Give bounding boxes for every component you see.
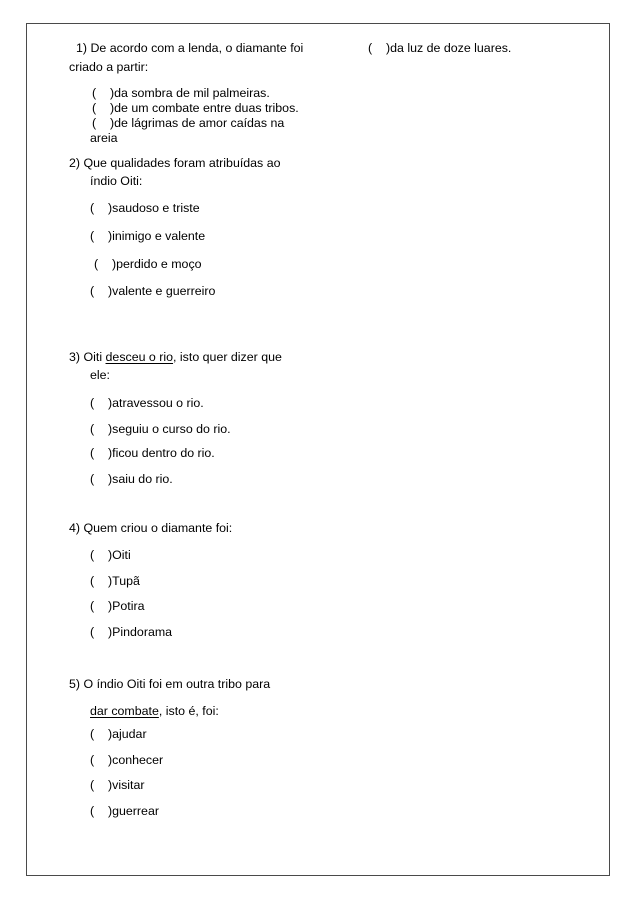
checkbox-paren[interactable]: ( [92, 101, 97, 115]
q2-option-1[interactable]: ( )saudoso e triste [90, 201, 200, 215]
q4-option-4[interactable]: ( )Pindorama [90, 625, 173, 639]
checkbox-paren[interactable]: ( [90, 229, 95, 243]
checkbox-paren[interactable]: ( [90, 778, 95, 792]
checkbox-paren[interactable]: ( [90, 446, 95, 460]
question-5-line-1: 5) O índio Oiti foi em outra tribo para [69, 677, 271, 691]
q5-option-3[interactable]: ( )visitar [90, 778, 145, 792]
q4-option-2[interactable]: ( )Tupã [90, 574, 140, 588]
checkbox-paren[interactable]: ( [90, 753, 95, 767]
q4-option-3[interactable]: ( )Potira [90, 599, 145, 613]
q2-option-2[interactable]: ( )inimigo e valente [90, 229, 206, 243]
checkbox-paren[interactable]: ( [90, 574, 95, 588]
q1-option-1[interactable]: ( )da sombra de mil palmeiras. [92, 86, 270, 100]
checkbox-paren[interactable]: ( [90, 548, 95, 562]
q5-option-1[interactable]: ( )ajudar [90, 727, 147, 741]
checkbox-paren[interactable]: ( [90, 472, 95, 486]
checkbox-paren[interactable]: ( [90, 396, 95, 410]
q5-option-4[interactable]: ( )guerrear [90, 804, 159, 818]
q1-option-3-continuation: areia [90, 131, 118, 145]
question-1-line-2: criado a partir: [69, 60, 149, 74]
checkbox-paren[interactable]: ( [368, 41, 373, 55]
q4-option-1[interactable]: ( )Oiti [90, 548, 131, 562]
checkbox-paren[interactable]: ( [92, 86, 97, 100]
q1-option-2[interactable]: ( )de um combate entre duas tribos. [92, 101, 299, 115]
checkbox-paren[interactable]: ( [90, 201, 95, 215]
checkbox-paren[interactable]: ( [90, 422, 95, 436]
q3-option-1[interactable]: ( )atravessou o rio. [90, 396, 204, 410]
q3-option-3[interactable]: ( )ficou dentro do rio. [90, 446, 215, 460]
checkbox-paren[interactable]: ( [90, 599, 95, 613]
question-5-line-2: dar combate, isto é, foi: [90, 704, 219, 718]
checkbox-paren[interactable]: ( [90, 284, 95, 298]
question-3-line-2: ele: [90, 368, 110, 382]
checkbox-paren[interactable]: ( [90, 625, 95, 639]
q3-option-4[interactable]: ( )saiu do rio. [90, 472, 173, 486]
q3-option-2[interactable]: ( )seguiu o curso do rio. [90, 422, 231, 436]
question-4-line-1: 4) Quem criou o diamante foi: [69, 521, 233, 535]
q1-option-3[interactable]: ( )de lágrimas de amor caídas na [92, 116, 285, 130]
question-2-line-1: 2) Que qualidades foram atribuídas ao [69, 156, 281, 170]
question-2-line-2: índio Oiti: [90, 174, 143, 188]
checkbox-paren[interactable]: ( [90, 727, 95, 741]
underlined-phrase: desceu o rio [105, 350, 174, 364]
checkbox-paren[interactable]: ( [92, 116, 97, 130]
checkbox-paren[interactable]: ( [90, 804, 95, 818]
question-3-line-1: 3) Oiti desceu o rio, isto quer dizer que [69, 350, 282, 364]
q1-option-4[interactable]: ( )da luz de doze luares. [368, 41, 512, 55]
q5-option-2[interactable]: ( )conhecer [90, 753, 164, 767]
question-1-line-1: 1) De acordo com a lenda, o diamante foi [76, 41, 304, 55]
checkbox-paren[interactable]: ( [94, 257, 99, 271]
underlined-phrase: dar combate [90, 704, 159, 718]
q2-option-3[interactable]: ( )perdido e moço [94, 257, 202, 271]
q2-option-4[interactable]: ( )valente e guerreiro [90, 284, 216, 298]
